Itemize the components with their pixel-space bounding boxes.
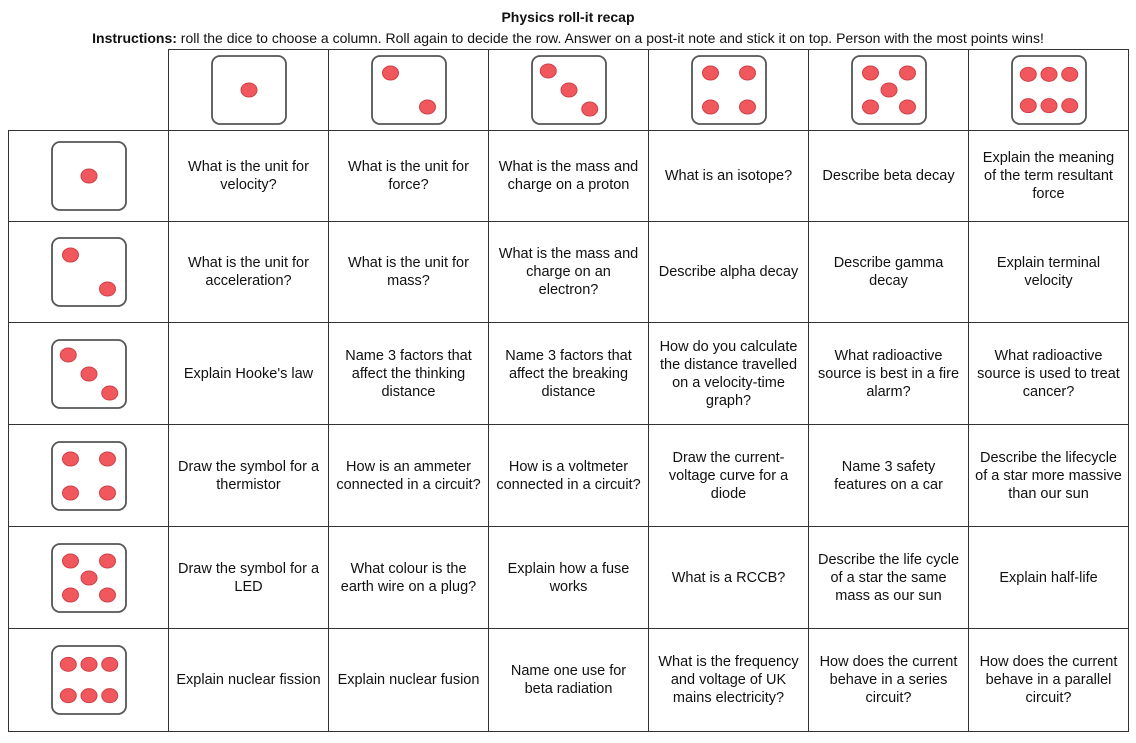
die-pip <box>1020 67 1036 81</box>
die-pip <box>99 452 115 466</box>
table-row <box>9 222 1129 323</box>
die-4-icon <box>691 55 767 125</box>
page-title: Physics roll-it recap <box>501 9 635 25</box>
die-pip <box>81 367 97 381</box>
row-header-6 <box>9 629 169 732</box>
die-pip <box>1041 67 1057 81</box>
die-2-icon <box>371 55 447 125</box>
column-header-3 <box>489 50 649 131</box>
question-cell: What is the mass and charge on a proton <box>489 131 649 222</box>
die-pip <box>581 102 597 116</box>
die-pip <box>540 64 556 78</box>
question-cell: How does the current behave in a parallel circuit? <box>969 629 1129 732</box>
question-cell: Explain half-life <box>969 527 1129 629</box>
row-header-4 <box>9 425 169 527</box>
die-pip <box>561 83 577 97</box>
die-pip <box>702 100 718 114</box>
die-pip <box>739 100 755 114</box>
die-pip <box>862 66 878 80</box>
roll-it-grid <box>8 49 1129 732</box>
die-pip <box>862 100 878 114</box>
question-cell: How do you calculate the distance travelled on a velocity-time graph? <box>649 323 809 425</box>
die-pip <box>419 100 435 114</box>
die-pip <box>899 66 915 80</box>
die-face <box>52 646 126 714</box>
question-cell: Describe gamma decay <box>809 222 969 323</box>
instructions-label: Instructions: <box>92 30 177 46</box>
question-cell: How is an ammeter connected in a circuit? <box>329 425 489 527</box>
die-pip <box>101 386 117 400</box>
die-3-icon <box>51 339 127 409</box>
question-cell: How is a voltmeter connected in a circuit? <box>489 425 649 527</box>
die-pip <box>899 100 915 114</box>
question-cell: Name one use for beta radiation <box>489 629 649 732</box>
die-pip <box>62 554 78 568</box>
die-face <box>692 56 766 124</box>
question-cell: What is the unit for velocity? <box>169 131 329 222</box>
table-row <box>9 425 1129 527</box>
die-pip <box>739 66 755 80</box>
question-cell: Name 3 factors that affect the breaking distance <box>489 323 649 425</box>
question-cell: Explain Hooke's law <box>169 323 329 425</box>
die-pip <box>81 657 97 671</box>
question-cell: Describe the life cycle of a star the same mass as our sun <box>809 527 969 629</box>
question-cell: Draw the current-voltage curve for a diode <box>649 425 809 527</box>
question-cell: What is an isotope? <box>649 131 809 222</box>
column-header-5 <box>809 50 969 131</box>
die-pip <box>1061 67 1077 81</box>
die-pip <box>62 452 78 466</box>
die-6-icon <box>51 645 127 715</box>
question-cell: Describe alpha decay <box>649 222 809 323</box>
die-pip <box>99 282 115 296</box>
die-pip <box>881 83 897 97</box>
die-face <box>1012 56 1086 124</box>
die-5-icon <box>51 543 127 613</box>
die-2-icon <box>51 237 127 307</box>
question-cell: What colour is the earth wire on a plug? <box>329 527 489 629</box>
question-cell: Explain nuclear fission <box>169 629 329 732</box>
die-pip <box>60 347 76 361</box>
die-pip <box>1020 99 1036 113</box>
die-pip <box>101 657 117 671</box>
die-pip <box>62 588 78 602</box>
question-cell: Name 3 safety features on a car <box>809 425 969 527</box>
table-row <box>9 629 1129 732</box>
die-pip <box>99 486 115 500</box>
die-pip <box>81 689 97 703</box>
question-cell: What is the unit for force? <box>329 131 489 222</box>
question-cell: What is a RCCB? <box>649 527 809 629</box>
die-1-icon <box>51 141 127 211</box>
row-header-1 <box>9 131 169 222</box>
table-row <box>9 323 1129 425</box>
question-cell: What radioactive source is used to treat cancer? <box>969 323 1129 425</box>
question-cell: What is the unit for mass? <box>329 222 489 323</box>
die-pip <box>702 66 718 80</box>
column-header-4 <box>649 50 809 131</box>
die-pip <box>241 83 257 97</box>
question-cell: Explain how a fuse works <box>489 527 649 629</box>
die-pip <box>1061 99 1077 113</box>
die-face <box>52 442 126 510</box>
die-pip <box>382 66 398 80</box>
row-header-2 <box>9 222 169 323</box>
die-pip <box>99 588 115 602</box>
corner-cell <box>9 50 169 131</box>
die-5-icon <box>851 55 927 125</box>
die-6-icon <box>1011 55 1087 125</box>
die-pip <box>99 554 115 568</box>
instructions-text: roll the dice to choose a column. Roll again to decide the row. Answer on a post-it note and stick it on top. Person with the most points wins! <box>176 30 1044 46</box>
table-row <box>9 527 1129 629</box>
die-pip <box>60 689 76 703</box>
die-pip <box>81 169 97 183</box>
die-pip <box>62 248 78 262</box>
header-row <box>9 50 1129 131</box>
table-row <box>9 131 1129 222</box>
column-header-1 <box>169 50 329 131</box>
question-cell: Explain nuclear fusion <box>329 629 489 732</box>
question-cell: Explain terminal velocity <box>969 222 1129 323</box>
question-cell: What is the unit for acceleration? <box>169 222 329 323</box>
question-cell: Describe the lifecycle of a star more massive than our sun <box>969 425 1129 527</box>
column-header-2 <box>329 50 489 131</box>
column-header-6 <box>969 50 1129 131</box>
question-cell: How does the current behave in a series circuit? <box>809 629 969 732</box>
question-cell: Draw the symbol for a LED <box>169 527 329 629</box>
die-4-icon <box>51 441 127 511</box>
question-cell: What is the mass and charge on an electron? <box>489 222 649 323</box>
die-pip <box>101 689 117 703</box>
die-pip <box>1041 99 1057 113</box>
question-cell: Describe beta decay <box>809 131 969 222</box>
die-face <box>372 56 446 124</box>
row-header-3 <box>9 323 169 425</box>
die-pip <box>81 571 97 585</box>
die-1-icon <box>211 55 287 125</box>
question-cell: What radioactive source is best in a fire alarm? <box>809 323 969 425</box>
die-pip <box>60 657 76 671</box>
row-header-5 <box>9 527 169 629</box>
question-cell: Draw the symbol for a thermistor <box>169 425 329 527</box>
die-3-icon <box>531 55 607 125</box>
instructions <box>0 30 1136 46</box>
die-face <box>52 238 126 306</box>
question-cell: Name 3 factors that affect the thinking distance <box>329 323 489 425</box>
question-cell: Explain the meaning of the term resultant force <box>969 131 1129 222</box>
question-cell: What is the frequency and voltage of UK mains electricity? <box>649 629 809 732</box>
die-pip <box>62 486 78 500</box>
